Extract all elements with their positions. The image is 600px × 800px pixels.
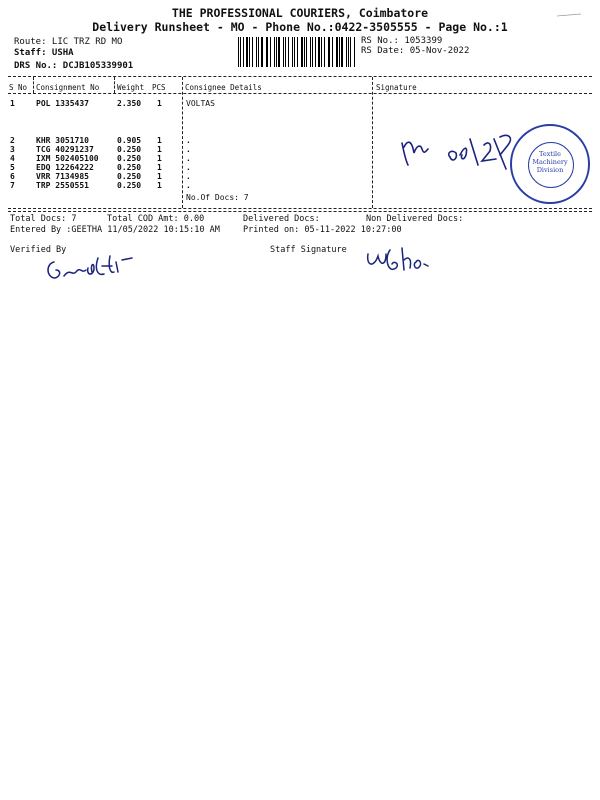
cell-consignee: . <box>186 154 191 163</box>
cell-weight: 0.250 <box>117 154 142 163</box>
cell-consignee: . <box>186 136 191 145</box>
barcode-bar <box>321 37 322 67</box>
printed-on: Printed on: 05-11-2022 10:27:00 <box>243 225 402 235</box>
barcode-bar <box>288 37 289 67</box>
barcode-bar <box>306 37 307 67</box>
scan-mark <box>555 10 585 20</box>
barcode-bar <box>238 37 239 67</box>
barcode-bar <box>336 37 337 67</box>
staff-line: Staff: USHA <box>14 48 74 58</box>
cell-pcs: 1 <box>157 145 162 154</box>
cell-pcs: 1 <box>157 99 162 108</box>
col-divider <box>372 77 373 208</box>
col-header-consignee: Consignee Details <box>185 83 262 92</box>
barcode-bar <box>329 37 330 67</box>
cell-consignment: TRP 2550551 <box>36 181 89 190</box>
col-header-signature: Signature <box>376 83 417 92</box>
cell-sno: 2 <box>10 136 15 145</box>
barcode-bar <box>285 37 286 67</box>
barcode-bar <box>274 37 275 67</box>
table-bottom-rule <box>8 208 592 209</box>
barcode-bar <box>312 37 313 67</box>
barcode-bar <box>346 37 347 67</box>
barcode-bar <box>341 37 343 67</box>
cell-pcs: 1 <box>157 181 162 190</box>
barcode-bar <box>240 37 241 67</box>
cell-consignment: VRR 7134985 <box>36 172 89 181</box>
barcode-bar <box>294 37 295 67</box>
table-bottom-rule-2 <box>8 211 592 212</box>
barcode-bar <box>267 37 268 67</box>
col-header-sno: S No <box>9 83 28 92</box>
cell-consignment: EDQ 12264222 <box>36 163 94 172</box>
barcode-bar <box>283 37 285 67</box>
total-docs: Total Docs: 7 <box>10 214 77 224</box>
barcode-bar <box>354 37 355 67</box>
cell-weight: 0.250 <box>117 172 142 181</box>
total-cod-amount: Total COD Amt: 0.00 <box>107 214 205 224</box>
barcode-bar <box>243 37 244 67</box>
runsheet-subtitle: Delivery Runsheet - MO - Phone No.:0422-3505555 - Page No.:1 <box>92 20 508 34</box>
barcode-bar <box>258 37 259 67</box>
barcode-bar <box>348 37 349 67</box>
cell-sno: 1 <box>10 99 15 108</box>
cell-weight: 0.905 <box>117 136 142 145</box>
route-line: Route: LIC TRZ RD MO <box>14 37 123 47</box>
cell-sno: 7 <box>10 181 15 190</box>
consignee-signature <box>396 125 521 180</box>
barcode-bar <box>292 37 293 67</box>
barcode-bar <box>276 37 277 67</box>
cell-weight: 0.250 <box>117 181 142 190</box>
barcode-bar <box>252 37 253 67</box>
cell-sno: 5 <box>10 163 15 172</box>
col-header-pcs: PCS <box>152 83 166 92</box>
barcode-bar <box>339 37 340 67</box>
table-top-rule <box>8 76 592 77</box>
cell-consignment: KHR 3051710 <box>36 136 89 145</box>
cell-pcs: 1 <box>157 154 162 163</box>
barcode-bar <box>266 37 267 67</box>
rs-date: RS Date: 05-Nov-2022 <box>361 46 470 56</box>
barcode-bar <box>297 37 299 67</box>
docs-count: No.Of Docs: 7 <box>186 193 249 202</box>
barcode-bar <box>270 37 271 67</box>
company-title: THE PROFESSIONAL COURIERS, Coimbatore <box>171 6 429 20</box>
barcode-bar <box>350 37 351 67</box>
cell-pcs: 1 <box>157 172 162 181</box>
barcode-bar <box>246 37 248 67</box>
barcode-bar <box>318 37 320 67</box>
cell-sno: 4 <box>10 154 15 163</box>
non-delivered-docs: Non Delivered Docs: <box>366 214 464 224</box>
cell-consignment: POL 1335437 <box>36 99 89 108</box>
cell-consignment: IXM 502405100 <box>36 154 99 163</box>
staff-signature-label: Staff Signature <box>270 245 347 255</box>
drs-label: DRS No.: <box>14 61 63 71</box>
verified-by-signature <box>42 250 137 285</box>
cell-consignee: . <box>186 172 191 181</box>
barcode-bar <box>301 37 302 67</box>
cell-consignee: . <box>186 181 191 190</box>
barcode-bar <box>332 37 333 67</box>
cell-weight: 0.250 <box>117 163 142 172</box>
barcode-bar <box>328 37 329 67</box>
cell-pcs: 1 <box>157 136 162 145</box>
barcode <box>238 37 356 67</box>
cell-sno: 3 <box>10 145 15 154</box>
cell-sno: 6 <box>10 172 15 181</box>
stamp-division-text: Textile Machinery Division <box>532 150 568 174</box>
barcode-bar <box>310 37 311 67</box>
cell-weight: 2.350 <box>117 99 142 108</box>
barcode-bar <box>315 37 316 67</box>
cell-consignee: . <box>186 163 191 172</box>
drs-number <box>14 61 133 71</box>
barcode-bar <box>256 37 257 67</box>
col-divider <box>114 77 115 93</box>
cell-weight: 0.250 <box>117 145 142 154</box>
company-stamp <box>510 124 590 204</box>
barcode-bar <box>304 37 305 67</box>
cell-consignee: . <box>186 145 191 154</box>
barcode-bar <box>249 37 250 67</box>
cell-consignment: TCG 40291237 <box>36 145 94 154</box>
delivered-docs: Delivered Docs: <box>243 214 320 224</box>
barcode-bar <box>324 37 325 67</box>
barcode-bar <box>278 37 279 67</box>
barcode-bar <box>261 37 263 67</box>
drs-value: DCJB105339901 <box>62 61 134 71</box>
col-divider <box>182 77 183 208</box>
cell-pcs: 1 <box>157 163 162 172</box>
rs-number: RS No.: 1053399 <box>361 36 443 46</box>
col-header-weight: Weight <box>117 83 145 92</box>
staff-signature <box>364 244 444 279</box>
entered-by: Entered By :GEETHA 11/05/2022 10:15:10 AM <box>10 225 220 235</box>
verified-by-label: Verified By <box>10 245 67 255</box>
col-header-consignment: Consignment No <box>36 83 100 92</box>
cell-consignee: VOLTAS <box>186 99 215 108</box>
col-divider <box>33 77 34 93</box>
table-header-rule <box>8 93 592 94</box>
